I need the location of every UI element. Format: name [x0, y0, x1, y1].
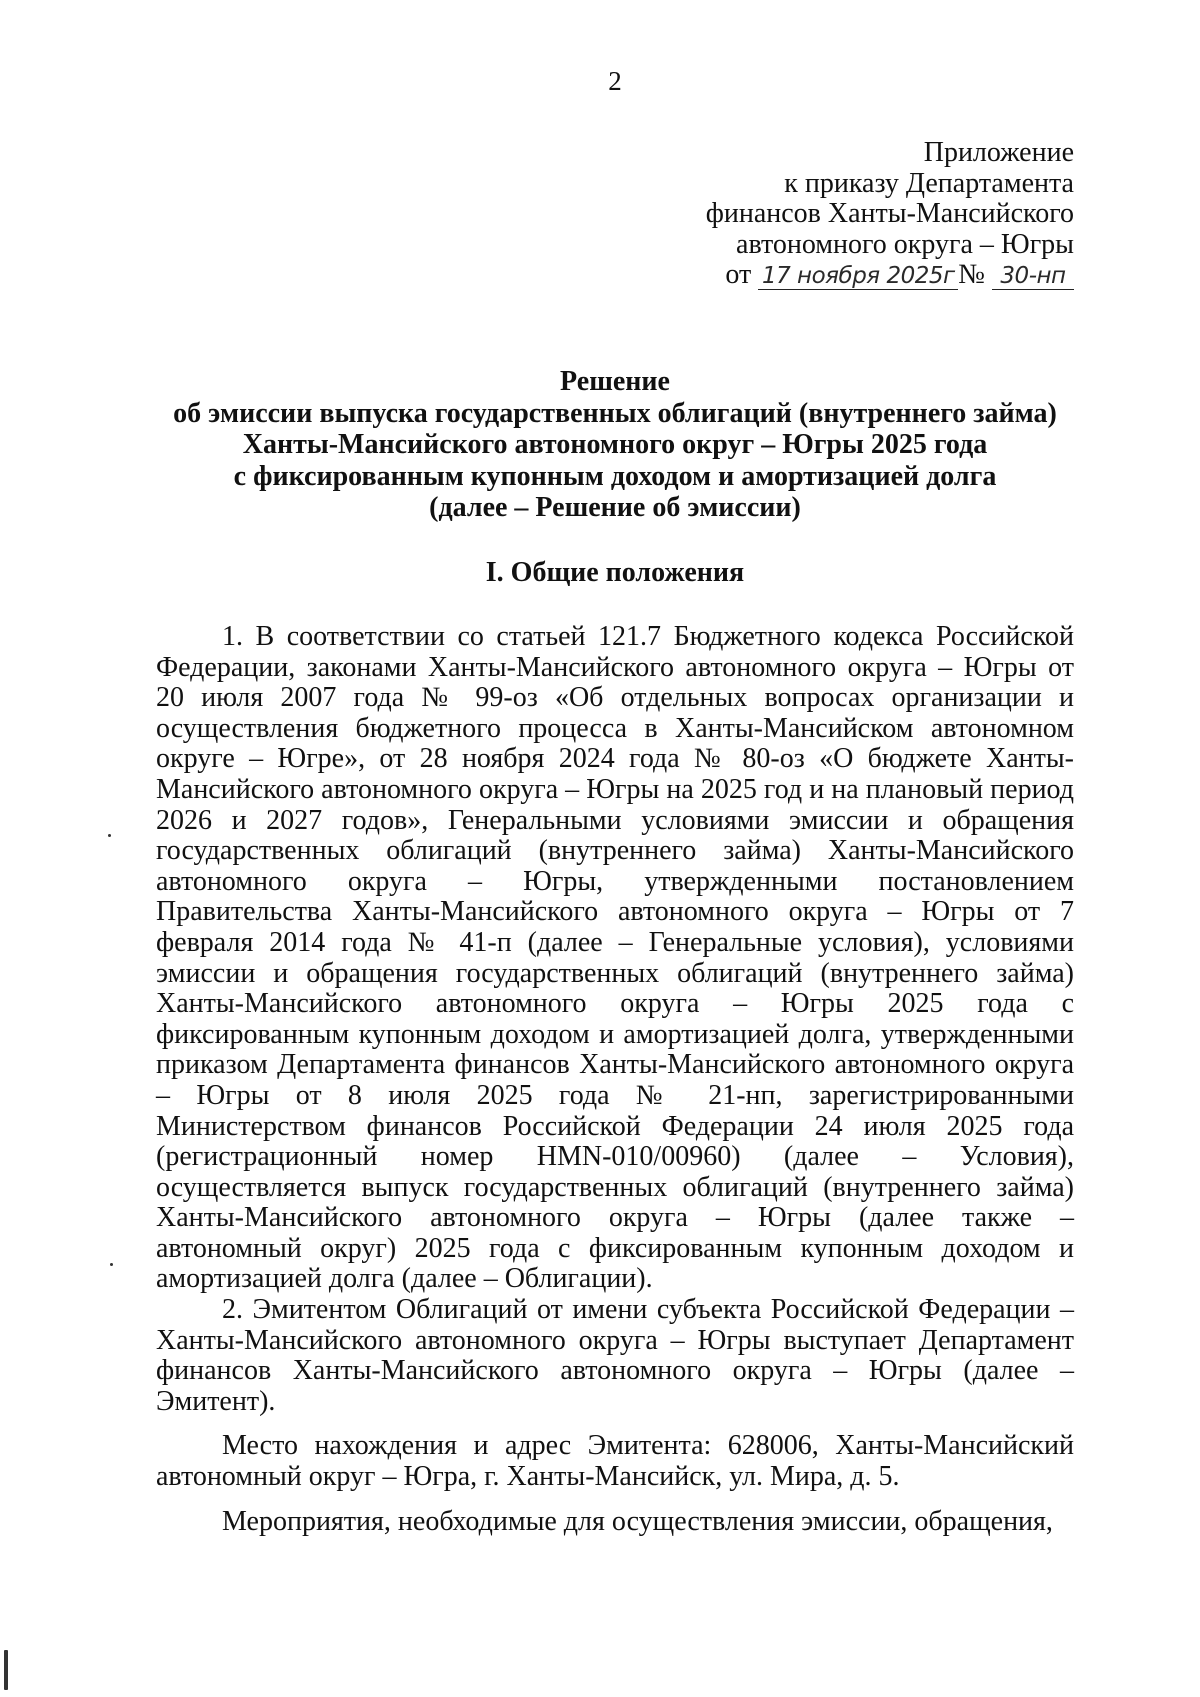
title-line-1: Решение: [560, 366, 670, 397]
paragraph-4: Мероприятия, необходимые для осуществления эмиссии, обращения,: [222, 1505, 1053, 1537]
title-line-3: Ханты-Мансийского автономного округ – Югры 2025 года: [242, 429, 988, 460]
scan-dot-mark: [108, 834, 111, 837]
appendix-date-line: [706, 260, 1074, 291]
paragraph-2: 2. Эмитентом Облигаций от имени субъекта Российской Федерации – Ханты-Мансийского автономного округа – Югры выступает Департамент финансов Ханты-Мансийского автономного округа – Югры (далее – Эмитент).: [156, 1294, 1074, 1417]
document-title: [150, 366, 1080, 524]
title-line-2: об эмиссии выпуска государственных облигаций (внутреннего займа): [173, 397, 1057, 429]
date-prefix: от: [725, 259, 752, 290]
appendix-line-1: Приложение: [923, 137, 1074, 168]
scan-dot-mark: [110, 1263, 113, 1266]
appendix-line-4: автономного округа – Югры: [736, 228, 1074, 260]
title-line-4: с фиксированным купонным доходом и амортизацией долга: [233, 460, 997, 492]
handwritten-date: 17 ноября 2025г: [758, 263, 958, 290]
appendix-block: [706, 138, 1074, 291]
title-line-5: (далее – Решение об эмиссии): [429, 492, 801, 523]
appendix-line-3: финансов Ханты-Мансийского: [705, 198, 1074, 229]
scan-edge-mark: [4, 1650, 8, 1690]
section-heading: I. Общие положения: [485, 557, 745, 588]
page-number: 2: [608, 66, 622, 96]
number-sign: №: [958, 259, 985, 290]
document-body: [156, 622, 1074, 1537]
paragraph-1: 1. В соответствии со статьей 121.7 Бюджетного кодекса Российской Федерации, законами Ханты-Мансийского автономного округа – Югры от 20 июля 2007 года № 99-оз «Об отдельных вопросах организации и осуществления бюджетного процесса в Ханты-Мансийском автономном округе – Югре», от 28 ноября 2024 года № 80-оз «О бюджете Ханты-Мансийского автономного округа – Югры на 2025 год и на плановый период 2026 и 2027 годов», Генеральными условиями эмиссии и обращения государственных облигаций (внутреннего займа) Ханты-Мансийского автономного округа – Югры, утвержденными постановлением Правительства Ханты-Мансийского автономного округа – Югры от 7 февраля 2014 года № 41-п (далее – Генеральные условия), условиями эмиссии и обращения государственных облигаций (внутреннего займа) Ханты-Мансийского автономного округа – Югры 2025 года с фиксированным купонным доходом и амортизацией долга, утвержденными приказом Департамента финансов Ханты-Мансийского автономного округа – Югры от 8 июля 2025 года № 21-нп, зарегистрированными Министерством финансов Российской Федерации 24 июля 2025 года (регистрационный номер HMN-010/00960) (далее – Условия), осуществляется выпуск государственных облигаций (внутреннего займа) Ханты-Мансийского автономного округа – Югры (далее также – автономный округ) 2025 года с фиксированным купонным доходом и амортизацией долга (далее – Облигации).: [156, 621, 1074, 1295]
handwritten-order-number: 30-нп: [992, 263, 1074, 290]
appendix-line-2: к приказу Департамента: [784, 167, 1074, 199]
paragraph-3: Место нахождения и адрес Эмитента: 628006, Ханты-Мансийский автономный округ – Югра, г. Ханты-Мансийск, ул. Мира, д. 5.: [156, 1430, 1074, 1493]
